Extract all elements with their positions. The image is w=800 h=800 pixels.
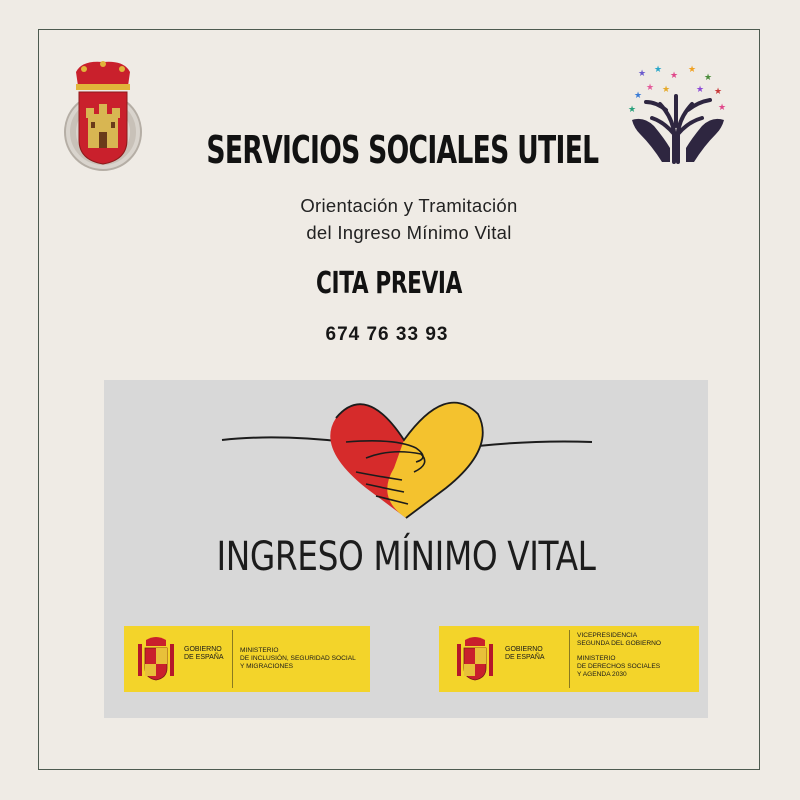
gobierno-label <box>184 646 234 662</box>
logo-divider <box>569 630 570 688</box>
vicepresidencia-label <box>577 632 661 648</box>
gobierno-text: GOBIERNO <box>505 646 543 653</box>
svg-text:★: ★ <box>646 83 655 93</box>
svg-text:★: ★ <box>670 71 679 81</box>
subtitle-line-2: del Ingreso Mínimo Vital <box>306 222 512 243</box>
ministerio-line-3: Y MIGRACIONES <box>240 662 294 670</box>
spain-coat-of-arms-icon <box>132 634 180 684</box>
subtitle-line-1: Orientación y Tramitación <box>300 195 518 216</box>
de-espana-text: DE ESPAÑA <box>184 654 224 661</box>
svg-text:★: ★ <box>696 85 705 95</box>
spain-coat-of-arms-icon <box>451 634 499 684</box>
svg-text:★: ★ <box>638 69 647 79</box>
svg-text:★: ★ <box>654 65 663 75</box>
subtitle <box>0 192 800 246</box>
ministerio-line-1: MINISTERIO <box>577 655 616 662</box>
ministerio-line-3: Y AGENDA 2030 <box>577 670 627 678</box>
svg-text:★: ★ <box>714 87 723 97</box>
appointment-label: CITA PREVIA <box>316 266 462 301</box>
page-title: SERVICIOS SOCIALES UTIEL <box>206 128 599 172</box>
svg-text:★: ★ <box>662 85 671 95</box>
de-espana-text: DE ESPAÑA <box>505 654 545 661</box>
svg-text:★: ★ <box>628 105 637 115</box>
gobierno-text: GOBIERNO <box>184 646 222 653</box>
vicepresidencia-line-2: SEGUNDA DEL GOBIERNO <box>577 639 662 647</box>
logo-divider <box>232 630 233 688</box>
gobierno-label <box>505 646 555 662</box>
svg-text:★: ★ <box>718 103 727 113</box>
phone-number: 674 76 33 93 <box>325 324 449 345</box>
vicepresidencia-line-1: VICEPRESIDENCIA <box>577 632 638 639</box>
ministerio-line-2: DE DERECHOS SOCIALES <box>577 662 661 670</box>
ministerio-line-1: MINISTERIO <box>240 647 279 654</box>
ministerio-label <box>577 655 660 678</box>
ministerio-label <box>240 647 356 670</box>
heart-handshake-icon <box>216 388 596 528</box>
gobierno-logo-inclusion <box>124 626 370 692</box>
gobierno-logo-derechos-sociales <box>439 626 699 692</box>
svg-text:★: ★ <box>688 65 697 75</box>
ministerio-line-2: DE INCLUSIÓN, SEGURIDAD SOCIAL <box>240 654 356 662</box>
banner-title: INGRESO MÍNIMO VITAL <box>216 534 596 580</box>
ingreso-minimo-vital-banner <box>104 380 708 718</box>
svg-text:★: ★ <box>634 91 643 101</box>
svg-text:★: ★ <box>704 73 713 83</box>
